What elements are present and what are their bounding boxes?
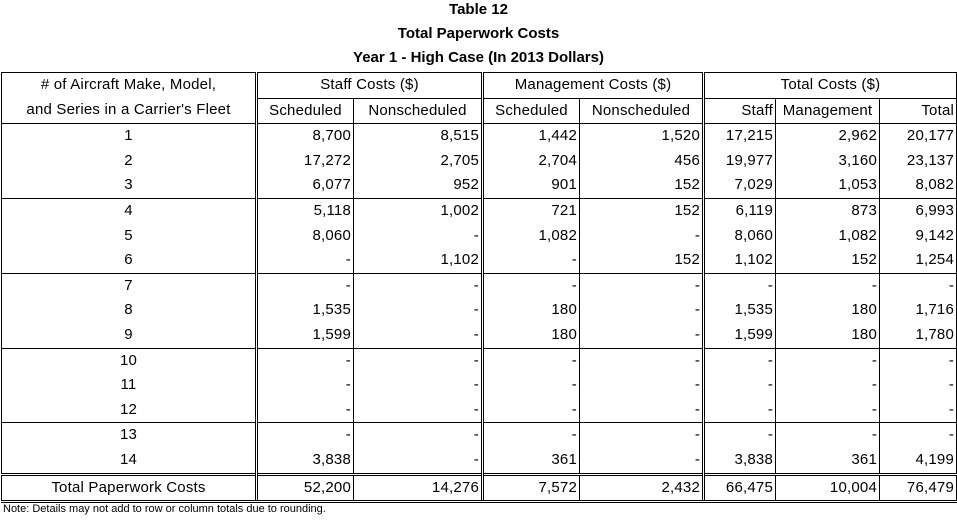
fleet-size-cell: 3 [2, 173, 257, 198]
total-management-cell: 1,082 [776, 224, 880, 249]
total-staff-cell: - [704, 348, 776, 373]
total-total-cell: - [880, 348, 957, 373]
table-row [2, 198, 957, 223]
total-management-cell: - [776, 273, 880, 298]
fleet-size-cell: 1 [2, 124, 257, 149]
table-row [2, 298, 957, 323]
totals-staff-scheduled: 52,200 [257, 474, 354, 502]
total-management-cell: 3,160 [776, 149, 880, 174]
mgmt-scheduled-cell: 180 [483, 323, 580, 348]
total-staff-cell: 1,535 [704, 298, 776, 323]
staff-scheduled-cell: - [257, 348, 354, 373]
staff-nonscheduled-cell: - [354, 373, 483, 398]
totals-mgmt-nonscheduled: 2,432 [580, 474, 704, 502]
mgmt-scheduled-cell: - [483, 348, 580, 373]
totals-staff-nonscheduled: 14,276 [354, 474, 483, 502]
mgmt-nonscheduled-cell: - [580, 373, 704, 398]
fleet-size-cell: 12 [2, 398, 257, 423]
mgmt-nonscheduled-cell: - [580, 323, 704, 348]
total-total-cell: 8,082 [880, 173, 957, 198]
staff-nonscheduled-header: Nonscheduled [354, 98, 483, 124]
table-title: Total Paperwork Costs [397, 25, 560, 42]
fleet-header-line2: and Series in a Carrier's Fleet [2, 98, 257, 124]
total-management-cell: 1,053 [776, 173, 880, 198]
total-staff-cell: 1,599 [704, 323, 776, 348]
management-costs-header: Management Costs ($) [483, 73, 704, 99]
fleet-size-cell: 4 [2, 198, 257, 223]
mgmt-nonscheduled-cell: 152 [580, 248, 704, 273]
mgmt-nonscheduled-cell: 456 [580, 149, 704, 174]
staff-scheduled-cell: - [257, 423, 354, 448]
mgmt-nonscheduled-cell: - [580, 224, 704, 249]
total-management-cell: 873 [776, 198, 880, 223]
staff-scheduled-header: Scheduled [257, 98, 354, 124]
mgmt-scheduled-cell: - [483, 398, 580, 423]
totals-mgmt-scheduled: 7,572 [483, 474, 580, 502]
total-total-cell: 1,780 [880, 323, 957, 348]
total-staff-cell: 17,215 [704, 124, 776, 149]
mgmt-nonscheduled-cell: - [580, 448, 704, 474]
table-row [2, 273, 957, 298]
mgmt-nonscheduled-cell: 152 [580, 173, 704, 198]
paperwork-costs-table [1, 72, 957, 503]
mgmt-scheduled-cell: 2,704 [483, 149, 580, 174]
total-staff-cell: - [704, 398, 776, 423]
mgmt-nonscheduled-cell: - [580, 298, 704, 323]
fleet-size-cell: 6 [2, 248, 257, 273]
mgmt-scheduled-cell: 901 [483, 173, 580, 198]
total-total-cell: - [880, 423, 957, 448]
total-staff-cell: 6,119 [704, 198, 776, 223]
table-row [2, 448, 957, 474]
fleet-size-cell: 7 [2, 273, 257, 298]
total-staff-cell: - [704, 273, 776, 298]
total-total-cell: 1,254 [880, 248, 957, 273]
header-row-1 [2, 73, 957, 99]
mgmt-scheduled-cell: 180 [483, 298, 580, 323]
totals-total: 76,479 [880, 474, 957, 502]
total-staff-header: Staff [704, 98, 776, 124]
staff-nonscheduled-cell: - [354, 398, 483, 423]
staff-nonscheduled-cell: - [354, 224, 483, 249]
total-management-cell: 180 [776, 298, 880, 323]
mgmt-nonscheduled-cell: 1,520 [580, 124, 704, 149]
table-body [2, 124, 957, 474]
table-row [2, 373, 957, 398]
totals-label: Total Paperwork Costs [2, 474, 257, 502]
total-total-cell: 23,137 [880, 149, 957, 174]
total-staff-cell: 3,838 [704, 448, 776, 474]
table-row [2, 149, 957, 174]
total-staff-cell: - [704, 423, 776, 448]
total-total-cell: 1,716 [880, 298, 957, 323]
total-total-cell: 20,177 [880, 124, 957, 149]
staff-nonscheduled-cell: - [354, 423, 483, 448]
total-management-cell: 180 [776, 323, 880, 348]
total-management-cell: - [776, 423, 880, 448]
total-management-header: Management [776, 98, 880, 124]
staff-nonscheduled-cell: 1,002 [354, 198, 483, 223]
staff-nonscheduled-cell: - [354, 273, 483, 298]
total-management-cell: 2,962 [776, 124, 880, 149]
staff-nonscheduled-cell: - [354, 448, 483, 474]
staff-nonscheduled-cell: 2,705 [354, 149, 483, 174]
staff-nonscheduled-cell: 952 [354, 173, 483, 198]
total-staff-cell: 7,029 [704, 173, 776, 198]
total-staff-cell: 19,977 [704, 149, 776, 174]
mgmt-nonscheduled-cell: - [580, 348, 704, 373]
staff-scheduled-cell: 1,535 [257, 298, 354, 323]
staff-scheduled-cell: 6,077 [257, 173, 354, 198]
total-staff-cell: - [704, 373, 776, 398]
staff-scheduled-cell: 1,599 [257, 323, 354, 348]
staff-scheduled-cell: 5,118 [257, 198, 354, 223]
fleet-size-cell: 5 [2, 224, 257, 249]
mgmt-scheduled-cell: - [483, 423, 580, 448]
staff-scheduled-cell: 8,060 [257, 224, 354, 249]
total-management-cell: - [776, 373, 880, 398]
total-total-cell: - [880, 398, 957, 423]
staff-nonscheduled-cell: - [354, 348, 483, 373]
table-subtitle: Year 1 - High Case (In 2013 Dollars) [353, 49, 604, 66]
staff-scheduled-cell: 17,272 [257, 149, 354, 174]
total-total-cell: - [880, 373, 957, 398]
fleet-size-cell: 11 [2, 373, 257, 398]
staff-scheduled-cell: - [257, 248, 354, 273]
fleet-size-cell: 2 [2, 149, 257, 174]
mgmt-scheduled-cell: 1,442 [483, 124, 580, 149]
fleet-size-cell: 8 [2, 298, 257, 323]
fleet-header-line1: # of Aircraft Make, Model, [2, 73, 257, 99]
mgmt-scheduled-cell: 361 [483, 448, 580, 474]
mgmt-scheduled-header: Scheduled [483, 98, 580, 124]
fleet-size-cell: 10 [2, 348, 257, 373]
staff-scheduled-cell: 8,700 [257, 124, 354, 149]
table-row [2, 423, 957, 448]
table-row [2, 248, 957, 273]
total-total-cell: 6,993 [880, 198, 957, 223]
table-row [2, 323, 957, 348]
header-row-2 [2, 98, 957, 124]
mgmt-scheduled-cell: - [483, 273, 580, 298]
total-management-cell: 152 [776, 248, 880, 273]
total-staff-cell: 8,060 [704, 224, 776, 249]
mgmt-nonscheduled-cell: - [580, 273, 704, 298]
footnote: Note: Details may not add to row or column totals due to rounding. [3, 503, 326, 515]
staff-scheduled-cell: - [257, 398, 354, 423]
staff-scheduled-cell: - [257, 273, 354, 298]
table-row [2, 173, 957, 198]
total-total-header: Total [880, 98, 957, 124]
mgmt-scheduled-cell: 721 [483, 198, 580, 223]
fleet-size-cell: 13 [2, 423, 257, 448]
total-total-cell: 9,142 [880, 224, 957, 249]
table-row [2, 224, 957, 249]
total-costs-header: Total Costs ($) [704, 73, 957, 99]
mgmt-nonscheduled-cell: - [580, 398, 704, 423]
totals-staff: 66,475 [704, 474, 776, 502]
mgmt-nonscheduled-cell: 152 [580, 198, 704, 223]
total-total-cell: 4,199 [880, 448, 957, 474]
staff-scheduled-cell: - [257, 373, 354, 398]
table-row [2, 124, 957, 149]
mgmt-nonscheduled-cell: - [580, 423, 704, 448]
staff-nonscheduled-cell: - [354, 298, 483, 323]
staff-costs-header: Staff Costs ($) [257, 73, 483, 99]
fleet-size-cell: 9 [2, 323, 257, 348]
fleet-size-cell: 14 [2, 448, 257, 474]
total-management-cell: - [776, 348, 880, 373]
mgmt-scheduled-cell: - [483, 248, 580, 273]
totals-management: 10,004 [776, 474, 880, 502]
table-row [2, 398, 957, 423]
staff-nonscheduled-cell: - [354, 323, 483, 348]
total-management-cell: 361 [776, 448, 880, 474]
table-row [2, 348, 957, 373]
staff-scheduled-cell: 3,838 [257, 448, 354, 474]
totals-row [2, 474, 957, 502]
table-number: Table 12 [449, 1, 508, 18]
mgmt-nonscheduled-header: Nonscheduled [580, 98, 704, 124]
total-total-cell: - [880, 273, 957, 298]
mgmt-scheduled-cell: 1,082 [483, 224, 580, 249]
mgmt-scheduled-cell: - [483, 373, 580, 398]
staff-nonscheduled-cell: 1,102 [354, 248, 483, 273]
total-management-cell: - [776, 398, 880, 423]
staff-nonscheduled-cell: 8,515 [354, 124, 483, 149]
total-staff-cell: 1,102 [704, 248, 776, 273]
